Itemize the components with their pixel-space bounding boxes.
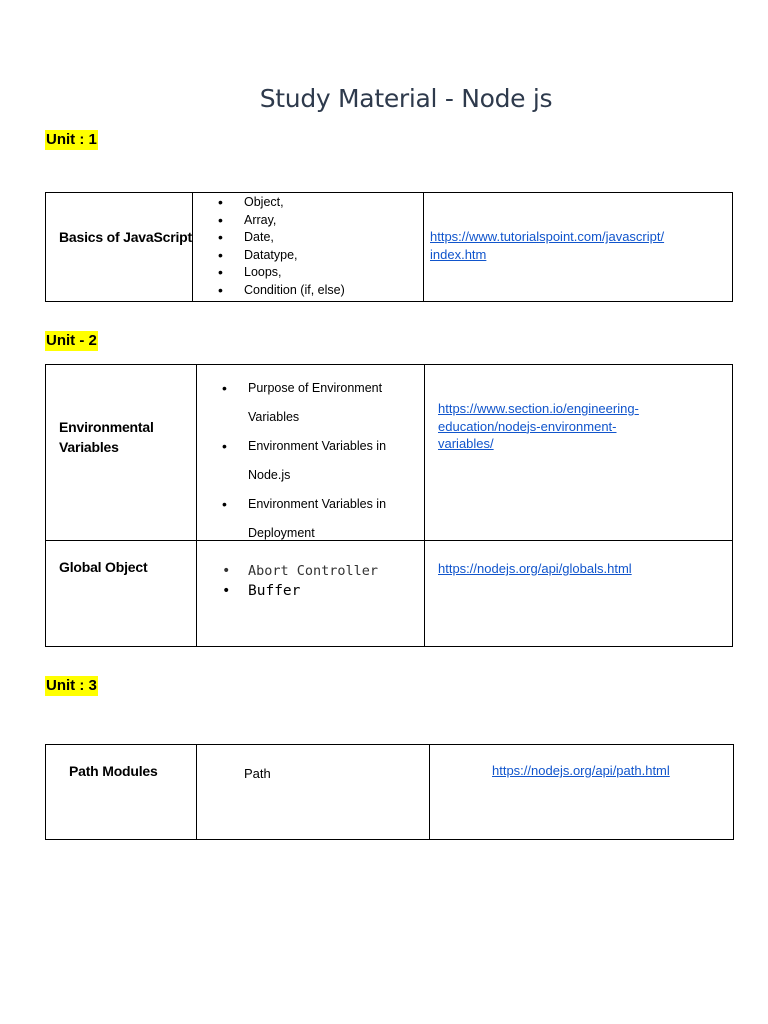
unit-2-table bbox=[45, 364, 733, 647]
items-cell bbox=[197, 365, 425, 541]
list-item: • Buffer bbox=[248, 581, 378, 601]
section-io-env-vars-link[interactable] bbox=[438, 400, 639, 453]
unit-3-table bbox=[45, 744, 734, 840]
list-item: • Date, bbox=[244, 229, 345, 247]
list-item bbox=[248, 432, 386, 490]
topic-items-list bbox=[248, 561, 378, 601]
item-line: Variables bbox=[248, 410, 300, 424]
link-line: education/nodejs-environment- bbox=[438, 418, 617, 434]
topic-basics-of-javascript: Basics of JavaScript bbox=[59, 229, 192, 245]
topic-cell bbox=[46, 745, 197, 840]
items-cell bbox=[193, 193, 424, 302]
link-line: https://www.tutorialspoint.com/javascript/ bbox=[430, 229, 665, 244]
topic-global-object: Global Object bbox=[59, 559, 148, 575]
path-item: Path bbox=[244, 766, 271, 781]
link-line: index.htm bbox=[430, 246, 487, 262]
list-item: • Abort Controller bbox=[248, 561, 378, 581]
list-item: • Datatype, bbox=[244, 247, 345, 265]
topic-cell bbox=[46, 193, 193, 302]
link-cell bbox=[424, 193, 733, 302]
table-row bbox=[46, 541, 733, 647]
page-title: Study Material - Node js bbox=[259, 84, 553, 113]
unit-2-heading: Unit - 2 bbox=[46, 332, 97, 349]
list-item bbox=[248, 490, 386, 548]
link-cell bbox=[425, 365, 733, 541]
unit-3-heading: Unit : 3 bbox=[46, 677, 97, 694]
tutorialspoint-javascript-link[interactable] bbox=[430, 228, 664, 263]
table-row bbox=[46, 745, 734, 840]
list-item bbox=[248, 374, 386, 432]
topic-cell bbox=[46, 541, 197, 647]
table-row bbox=[46, 193, 733, 302]
topic-environmental-variables bbox=[59, 417, 154, 457]
unit-1-heading: Unit : 1 bbox=[46, 131, 97, 148]
items-cell bbox=[197, 541, 425, 647]
topic-path-modules: Path Modules bbox=[69, 763, 158, 779]
list-item: • Object, bbox=[244, 194, 345, 212]
link-cell bbox=[425, 541, 733, 647]
link-line: variables/ bbox=[438, 436, 494, 451]
topic-line: Environmental bbox=[59, 419, 154, 435]
item-line: Purpose of Environment bbox=[248, 381, 383, 395]
unit-1-table bbox=[45, 192, 733, 302]
list-item: • Array, bbox=[244, 212, 345, 230]
item-line: Node.js bbox=[248, 468, 291, 482]
list-item: • Condition (if, else) bbox=[244, 282, 345, 300]
item-line: Environment Variables in bbox=[248, 439, 387, 453]
link-cell bbox=[430, 745, 734, 840]
list-item: • Loops, bbox=[244, 264, 345, 282]
topic-cell bbox=[46, 365, 197, 541]
item-line: Deployment bbox=[248, 526, 315, 540]
nodejs-globals-link[interactable]: https://nodejs.org/api/globals.html bbox=[438, 561, 632, 576]
nodejs-path-link[interactable]: https://nodejs.org/api/path.html bbox=[492, 763, 670, 778]
topic-line: Variables bbox=[59, 439, 119, 455]
topic-items-list bbox=[248, 374, 386, 548]
topic-items-list bbox=[244, 194, 345, 299]
link-line: https://www.section.io/engineering- bbox=[438, 401, 639, 416]
item-line: Environment Variables in bbox=[248, 497, 387, 511]
items-cell bbox=[197, 745, 430, 840]
table-row bbox=[46, 365, 733, 541]
